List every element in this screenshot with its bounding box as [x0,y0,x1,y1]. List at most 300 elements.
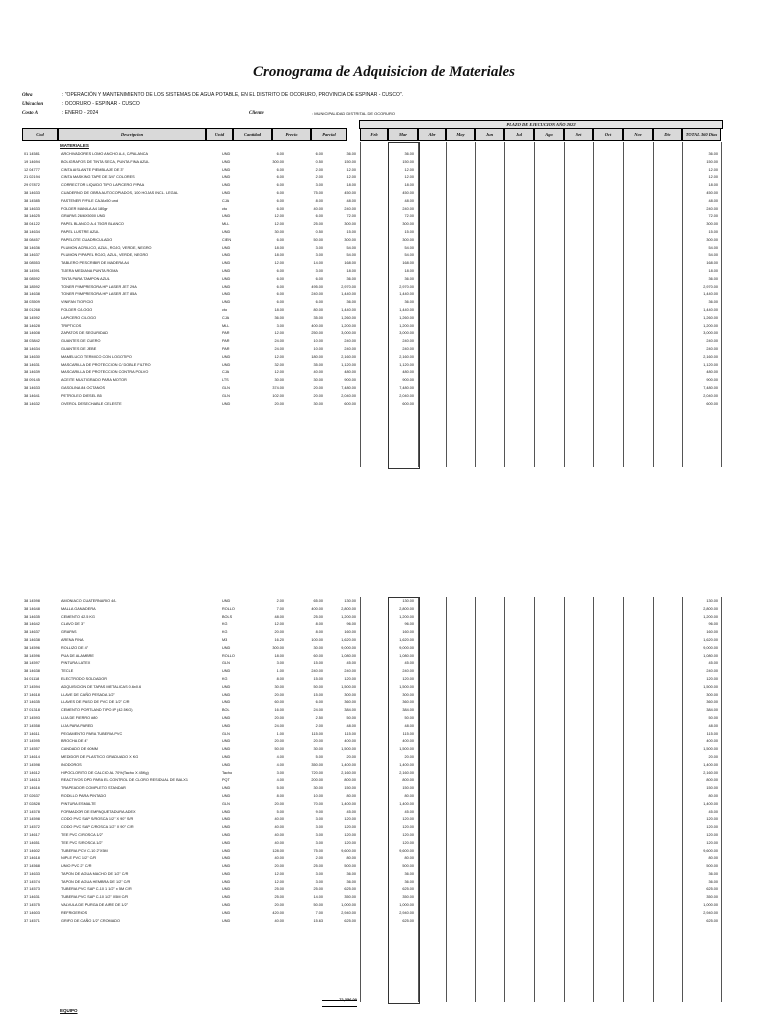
item-unit: UND [222,723,231,728]
item-parcial: 1,000.00 [341,903,356,908]
item-march: 36.00 [404,152,414,156]
item-total: 50.00 [708,715,718,720]
item-price: 15.00 [313,692,323,697]
item-total: 130.00 [706,599,718,603]
item-parcial: 36.00 [346,152,356,156]
table-row [0,206,768,214]
item-total: 400.00 [706,739,718,744]
item-total: 2,800.00 [703,606,718,611]
item-quantity: 24.00 [274,723,284,728]
item-total: 360.00 [706,700,718,705]
item-march: 240.00 [402,669,414,674]
item-parcial: 36.00 [346,879,356,884]
item-price: 2.00 [315,856,323,861]
item-unit: UND [222,754,231,759]
item-total: 72.00 [708,214,718,219]
item-description: RODILLO PARA PINTADO [61,793,107,798]
item-code: 38 14591 [24,268,40,273]
item-parcial: 120.00 [344,825,356,830]
item-code: 37 14574 [24,879,40,884]
item-code: 37 14616 [24,786,40,791]
item-code: 34 01118 [24,676,40,681]
item-quantity: 20.00 [274,715,284,720]
item-parcial: 54.00 [346,245,356,250]
item-parcial: 36.00 [346,871,356,876]
item-total: 12.00 [708,167,718,172]
item-quantity: 6.00 [276,268,284,273]
item-quantity: 18.00 [274,253,284,258]
item-price: 240.00 [311,669,323,674]
item-price: 250.00 [311,331,323,336]
item-description: ACEITE MULTIGRADO PARA MOTOR [61,378,127,383]
table-row [0,221,768,229]
item-description: NIPLE PVC 1/2" C/R [61,856,97,861]
item-march: 54.00 [404,253,414,258]
item-price: 3.00 [315,871,323,876]
item-price: 6.00 [315,214,323,219]
item-unit: UND [222,856,231,861]
item-description: HIPOCLORITO DE CALCIO AL 70%(Tacho X 45Kg) [61,770,149,775]
item-price: 50.00 [313,684,323,689]
item-description: TUBERIA PVC SAP C-10 1 1/2" x 5M C/R [61,887,132,892]
item-price: 3.00 [315,245,323,250]
item-quantity: 6.00 [276,300,284,305]
table-row [0,902,768,910]
item-parcial: 80.00 [346,856,356,861]
item-march: 36.00 [404,879,414,884]
item-description: LAPICERO C/LOGO [61,315,97,320]
item-code: 38 04122 [24,222,40,227]
table-row [0,879,768,887]
item-parcial: 900.00 [344,378,356,383]
item-total: 1,080.00 [703,653,718,658]
item-price: 30.00 [313,401,323,406]
item-price: 3.00 [315,183,323,188]
item-total: 9,600.00 [703,848,718,853]
item-price: 10.00 [313,339,323,344]
item-march: 9,000.00 [399,645,414,650]
item-price: 25.00 [313,222,323,227]
item-quantity: 5.00 [276,786,284,791]
item-price: 24.00 [313,708,323,713]
item-description: CEMENTO 42.5 KG [61,614,95,619]
item-parcial: 36.00 [346,300,356,305]
item-description: GUANTES DE CUERO [61,339,101,344]
item-march: 120.00 [402,676,414,681]
item-parcial: 168.00 [344,261,356,266]
item-unit: UND [222,183,231,188]
item-parcial: 150.00 [344,786,356,791]
materials-list-bottom [0,598,768,925]
item-total: 2,970.00 [703,284,718,289]
item-quantity: 24.00 [274,339,284,344]
item-code: 38 14636 [24,245,40,250]
item-price: 35.00 [313,362,323,367]
item-code: 38 14638 [24,669,40,674]
item-quantity: 3.00 [276,323,284,328]
table-row [0,653,768,661]
item-unit: GLN [222,385,230,390]
table-row [0,245,768,253]
item-price: 65.00 [313,599,323,603]
obra-value: : "OPERACIÓN Y MANTENIMIENTO DE LOS SISTEMAS DE AGUA POTABLE, EN EL DISTRITO DE OCORURO, PROVINCIA DE ESPINAR - CUSCO". [62,92,404,98]
item-march: 48.00 [404,198,414,203]
item-parcial: 480.00 [344,370,356,375]
item-quantity: 420.00 [272,910,284,915]
item-parcial: 300.00 [344,222,356,227]
item-code: 38 03842 [24,339,40,344]
item-march: 120.00 [402,825,414,830]
table-row [0,307,768,315]
header-precio: Precio [272,128,311,141]
table-row [0,237,768,245]
item-quantity: 16.00 [274,708,284,713]
item-code: 12 04777 [24,167,40,172]
item-description: TAPON DE AGUA HEMBRA DE 1/2" C/R [61,879,131,884]
item-unit: UND [222,276,231,281]
item-code: 38 14637 [24,630,40,635]
table-row [0,660,768,668]
item-unit: UND [222,809,231,814]
item-quantity: 300.00 [272,645,284,650]
item-price: 25.00 [313,887,323,892]
table-row [0,668,768,676]
item-quantity: 2.00 [276,599,284,603]
item-price: 7.00 [315,910,323,915]
section-equipo: EQUIPO [60,1008,78,1013]
item-march: 45.00 [404,809,414,814]
table-row [0,385,768,393]
table-row [0,863,768,871]
plazo-header: PLAZO DE EJECUCION AÑO 2022 [359,120,723,129]
item-unit: CJA [222,315,230,320]
item-parcial: 160.00 [344,630,356,635]
item-march: 480.00 [402,370,414,375]
item-description: TECLE [61,669,74,674]
item-march: 450.00 [402,190,414,195]
item-price: 20.00 [313,393,323,398]
item-march: 1,000.00 [399,903,414,908]
item-description: TEE PVC S/ROSCA 1/2" [61,840,103,845]
item-parcial: 45.00 [346,661,356,666]
table-row [0,793,768,801]
item-description: PLUMON P/PAPEL ROJO, AZUL, VERDE, NEGRO [61,253,149,258]
item-parcial: 3,000.00 [341,331,356,336]
item-parcial: 120.00 [344,676,356,681]
table-row [0,393,768,401]
item-march: 2,160.00 [399,354,414,359]
item-march: 1,200.00 [399,323,414,328]
item-quantity: 6.00 [276,284,284,289]
item-parcial: 240.00 [344,339,356,344]
item-parcial: 2,940.00 [341,910,356,915]
table-row [0,621,768,629]
item-total: 45.00 [708,661,718,666]
item-parcial: 9,600.00 [341,848,356,853]
item-unit: ROLLO [222,653,235,658]
item-code: 37 14557 [24,747,40,752]
header-may: May [446,128,475,141]
item-code: 37 14595 [24,739,40,744]
item-quantity: 25.00 [274,887,284,892]
item-total: 12.00 [708,175,718,180]
table-row [0,699,768,707]
item-total: 48.00 [708,198,718,203]
item-march: 625.00 [402,918,414,923]
item-parcial: 45.00 [346,809,356,814]
table-row [0,323,768,331]
item-description: FORMADOR DE EMPAQUETADURA ADEX [61,809,136,814]
table-row [0,840,768,848]
item-description: AMONIACO CUATERNARIO 4/L [61,599,117,603]
item-price: 30.00 [313,645,323,650]
item-march: 800.00 [402,778,414,783]
table-row [0,832,768,840]
item-parcial: 300.00 [344,692,356,697]
item-quantity: 8.00 [276,676,284,681]
item-code: 38 14639 [24,370,40,375]
table-row [0,268,768,276]
item-total: 1,400.00 [703,762,718,767]
item-price: 400.00 [311,323,323,328]
item-total: 36.00 [708,879,718,884]
item-parcial: 1,440.00 [341,307,356,312]
item-parcial: 150.00 [344,159,356,164]
item-march: 1,080.00 [399,653,414,658]
item-price: 15.63 [313,918,323,923]
item-description: MAMELUCO TERMICO CON LOGOTIPO [61,354,132,359]
cliente-value: : MUNICIPALIDAD DISTRITAL DE OCORURO [312,111,396,116]
table-row [0,167,768,175]
item-quantity: 20.00 [274,801,284,806]
item-total: 120.00 [706,676,718,681]
item-code: 37 14593 [24,715,40,720]
table-row [0,886,768,894]
item-description: PEGAMENTO PARA TUBERIA PVC [61,731,123,736]
item-quantity: 12.00 [274,261,284,266]
item-price: 50.00 [313,903,323,908]
table-row [0,645,768,653]
item-description: FOLDER C/LOGO [61,307,93,312]
item-description: CODO PVC SAP C/ROSCA 1/2" X 90° C/R [61,825,134,830]
item-unit: UND [222,762,231,767]
item-total: 450.00 [706,190,718,195]
item-total: 1,000.00 [703,903,718,908]
item-quantity: 16.20 [274,637,284,642]
header-ago: Ago [534,128,564,141]
item-unit: UND [222,167,231,172]
item-parcial: 18.00 [346,183,356,188]
item-unit: UND [222,190,231,195]
item-price: 400.00 [311,606,323,611]
table-row [0,213,768,221]
item-description: TABLERO PESCRIBIR DE MADERA A4 [61,261,129,266]
item-parcial: 54.00 [346,253,356,258]
item-total: 115.00 [706,731,718,736]
item-parcial: 15.00 [346,229,356,234]
item-description: PLUMON ACRILICO, AZUL, ROJO, VERDE, NEGRO [61,245,152,250]
item-unit: KG [222,676,228,681]
item-march: 150.00 [402,786,414,791]
item-price: 75.00 [313,190,323,195]
item-unit: BOLS [222,614,233,619]
item-march: 96.00 [404,622,414,627]
item-quantity: 40.00 [274,856,284,861]
item-description: ZAPATOS DE SEGURIDAD [61,331,109,336]
item-price: 30.00 [313,747,323,752]
table-row [0,598,768,606]
item-description: TUBERIA PCV C-10 2"X5M [61,848,108,853]
item-quantity: 5.00 [276,809,284,814]
item-unit: UND [222,401,231,406]
item-unit: UND [222,229,231,234]
item-total: 1,260.00 [703,315,718,320]
item-price: 3.00 [315,825,323,830]
item-description: VALVULA DE PURGA DE AIRE DE 1/2" [61,903,129,908]
item-price: 6.00 [315,276,323,281]
item-quantity: 25.00 [274,895,284,900]
item-march: 20.00 [404,754,414,759]
table-row [0,369,768,377]
header-cantidad: Cantidad [233,128,272,141]
item-parcial: 120.00 [344,840,356,845]
item-unit: KG [222,622,228,627]
table-row [0,182,768,190]
item-total: 96.00 [708,622,718,627]
item-price: 50.00 [313,237,323,242]
item-total: 480.00 [706,370,718,375]
item-unit: PAR [222,331,230,336]
item-parcial: 18.00 [346,268,356,273]
item-description: GRIFO DE CAÑO 1/2" CROMADO [61,918,120,923]
item-parcial: 120.00 [344,832,356,837]
item-march: 1,500.00 [399,747,414,752]
item-parcial: 48.00 [346,198,356,203]
item-description: REACTIVOS DPD PARA EL CONTROL DE CLORO RESIDUAL DE BALX1 [61,778,188,783]
item-price: 10.00 [313,346,323,351]
item-total: 54.00 [708,245,718,250]
item-code: 38 14630 [24,354,40,359]
item-description: TONER P/IMPRESORA HP LASER JET 85A [61,292,137,297]
cliente-label: Cliente [249,111,264,116]
item-unit: PAR [222,339,230,344]
item-march: 18.00 [404,183,414,188]
item-total: 600.00 [706,401,718,406]
table-row [0,723,768,731]
item-price: 3.00 [315,268,323,273]
item-description: PINTURA LATEX [61,661,91,666]
item-code: 38 14641 [24,393,40,398]
table-row [0,871,768,879]
item-march: 50.00 [404,715,414,720]
item-description: REFRIGERIOS [61,910,88,915]
header-nov: Nov [623,128,653,141]
header-cod: Cod [22,128,58,141]
item-unit: MLL [222,222,230,227]
item-description: LLAVES DE PASO DE PVC DE 1/2" C/R [61,700,130,705]
item-code: 38 14596 [24,645,40,650]
item-unit: CJA [222,370,230,375]
item-price: 80.00 [313,307,323,312]
table-row [0,676,768,684]
item-code: 37 14612 [24,770,40,775]
item-description: PETROLEO DIESEL B5 [61,393,102,398]
header-feb: Feb [360,128,388,141]
item-unit: cto [222,307,228,312]
item-parcial: 625.00 [344,918,356,923]
item-price: 8.00 [315,622,323,627]
table-row [0,151,768,159]
item-march: 36.00 [404,871,414,876]
item-code: 37 14572 [24,825,40,830]
item-code: 38 08592 [24,276,40,281]
item-code: 37 14618 [24,692,40,697]
item-unit: UND [222,832,231,837]
item-description: PUA DE ALAMBRE [61,653,94,658]
item-total: 1,200.00 [703,614,718,619]
item-quantity: 6.00 [276,206,284,211]
item-quantity: 20.00 [274,864,284,869]
table-row [0,738,768,746]
item-total: 1,500.00 [703,684,718,689]
item-total: 1,440.00 [703,292,718,297]
total-double-underline [322,1006,357,1007]
item-price: 10.00 [313,793,323,798]
item-parcial: 20.00 [346,754,356,759]
table-row [0,362,768,370]
item-description: CANDADO DE 60MM [61,747,98,752]
item-price: 20.00 [313,385,323,390]
section-materiales: MATERIALES [60,143,89,148]
item-price: 100.00 [311,637,323,642]
ubicacion-line [22,100,762,109]
item-quantity: 6.00 [276,152,284,156]
item-quantity: 6.00 [276,175,284,180]
item-description: TONER P/IMPRESORA HP LASER JET 29A [61,284,137,289]
item-unit: GLN [222,731,230,736]
item-price: 2.00 [315,723,323,728]
table-row [0,198,768,206]
item-description: MALLA GANADERA [61,606,96,611]
item-total: 120.00 [706,840,718,845]
item-parcial: 1,260.00 [341,315,356,320]
table-row [0,260,768,268]
item-march: 1,500.00 [399,684,414,689]
item-quantity: 40.00 [274,817,284,822]
item-price: 15.00 [313,661,323,666]
item-quantity: 7.00 [276,606,284,611]
item-unit: UND [222,354,231,359]
item-code: 37 14598 [24,817,40,822]
item-quantity: 18.00 [274,307,284,312]
item-price: 60.00 [313,653,323,658]
item-parcial: 2,160.00 [341,354,356,359]
item-unit: UND [222,864,231,869]
item-march: 36.00 [404,300,414,305]
item-total: 120.00 [706,817,718,822]
item-quantity: 8.00 [276,793,284,798]
page-title: Cronograma de Adquisicion de Materiales [253,64,515,80]
item-unit: UND [222,848,231,853]
item-quantity: 300.00 [272,159,284,164]
item-total: 18.00 [708,183,718,188]
table-row [0,809,768,817]
table-row [0,855,768,863]
item-description: LLAVE DE CAÑO PESADA 1/2" [61,692,115,697]
item-unit: UND [222,918,231,923]
item-march: 18.00 [404,268,414,273]
item-quantity: 102.00 [272,393,284,398]
